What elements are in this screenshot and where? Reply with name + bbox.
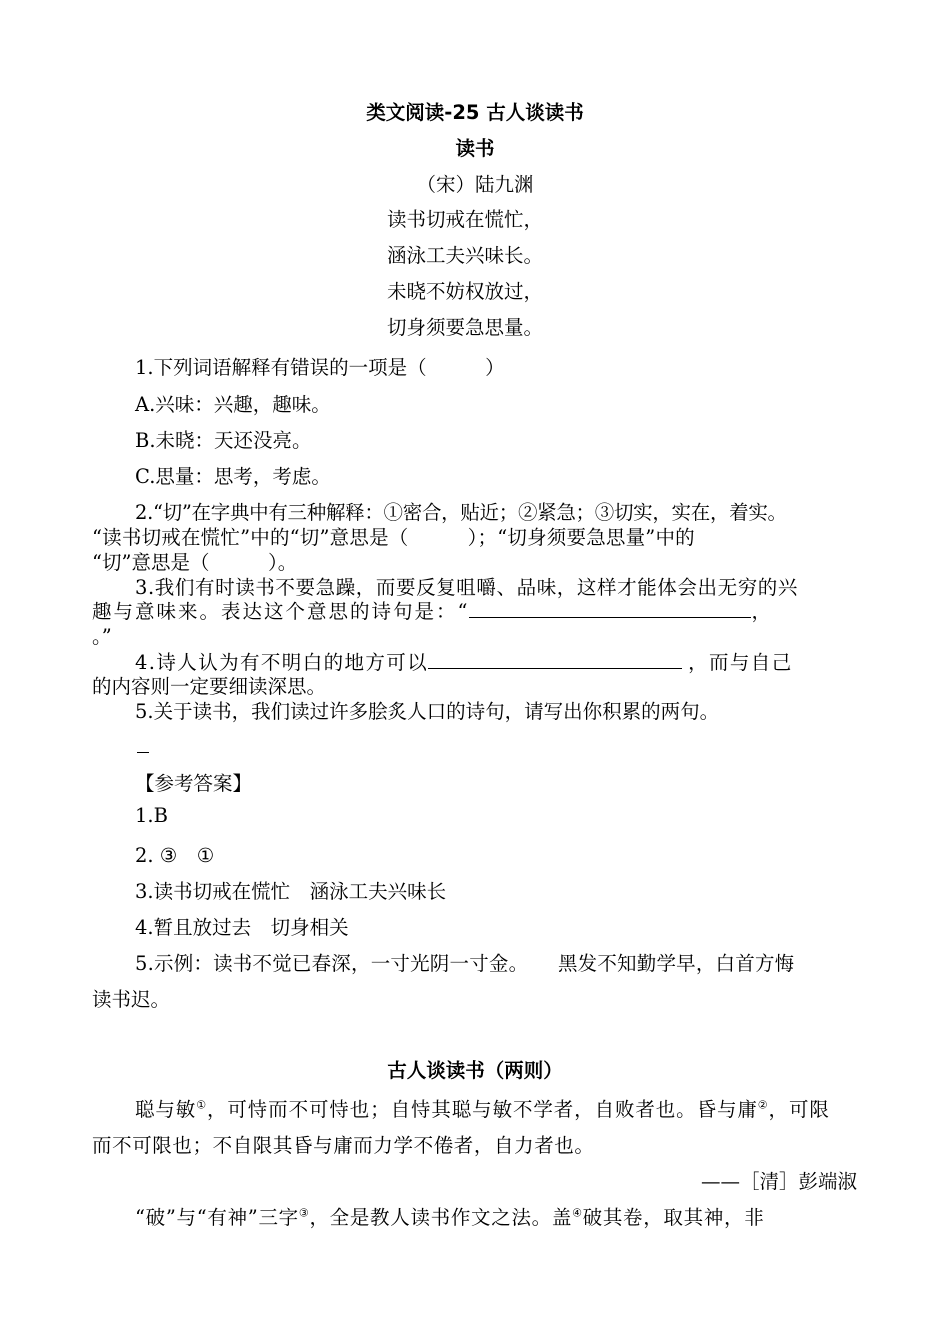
- question-1-option-b: B.未晓：天还没亮。: [135, 429, 312, 452]
- footnote-marker: ④: [572, 1206, 583, 1220]
- passage-line-3: [135, 1202, 764, 1230]
- passage-text: ，可恃而不可恃也；自恃其聪与敏不学者，自败者也。昏与庸: [206, 1098, 758, 1121]
- question-1: 1.下列词语解释有错误的一项是（ ）: [135, 356, 505, 379]
- question-1-option-a: A.兴味：兴趣，趣味。: [135, 393, 331, 416]
- poem-line: 涵泳工夫兴味长。: [387, 244, 544, 267]
- question-2-line: 2.“切”在字典中有三种解释：①密合，贴近；②紧急；③切实，实在，着实。: [135, 501, 787, 524]
- question-3-line: 3.我们有时读书不要急躁，而要反复咀嚼、品味，这样才能体会出无穷的兴: [135, 576, 799, 599]
- passage-title: 古人谈读书（两则）: [387, 1059, 563, 1082]
- question-2-line: “读书切戒在慌忙”中的“切”意思是（ ）；“切身须要急思量”中的: [92, 526, 695, 549]
- passage-source: ——［清］彭端淑: [701, 1170, 858, 1193]
- passage-line-2: 而不可限也；不自限其昏与庸而力学不倦者，自力者也。: [92, 1134, 595, 1157]
- poem-line: 切身须要急思量。: [387, 316, 544, 339]
- passage-text: ，可限: [768, 1098, 830, 1121]
- footnote-marker: ③: [298, 1206, 310, 1220]
- answer-line: [137, 752, 149, 753]
- answer-3: 3.读书切戒在慌忙 涵泳工夫兴味长: [135, 880, 447, 903]
- footnote-marker: ②: [757, 1098, 769, 1112]
- passage-line-1: [135, 1094, 830, 1122]
- passage-text: “破”与“有神”三字: [135, 1206, 299, 1229]
- poem-title: 读书: [455, 137, 495, 160]
- question-4-line: 的内容则一定要细读深思。: [92, 675, 327, 698]
- answers-heading: 【参考答案】: [135, 772, 253, 795]
- question-1-option-c: C.思量：思考，考虑。: [135, 465, 331, 488]
- question-4-text: 4.诗人认为有不明白的地方可以: [135, 651, 429, 674]
- question-3-line-2: [92, 596, 773, 624]
- question-3-text: 趣与意味来。表达这个意思的诗句是：“: [92, 600, 470, 623]
- question-3-line: 。”: [92, 625, 112, 648]
- passage-text: 聪与敏: [135, 1098, 197, 1121]
- answer-blank[interactable]: [428, 648, 682, 669]
- passage-text: 破其卷，取其神，非: [582, 1206, 765, 1229]
- question-2-line: “切”意思是（ ）。: [92, 551, 298, 574]
- poem-author: （宋）陆九渊: [416, 173, 534, 196]
- answer-2: 2. ③ ①: [135, 844, 215, 867]
- answer-blank[interactable]: [469, 597, 751, 618]
- poem-line: 读书切戒在慌忙，: [387, 208, 544, 231]
- footnote-marker: ①: [196, 1098, 207, 1112]
- poem-line: 未晓不妨权放过，: [387, 280, 544, 303]
- answer-4: 4.暂且放过去 切身相关: [135, 916, 349, 939]
- document-title: 类文阅读-25 古人谈读书: [366, 101, 584, 124]
- answer-1: 1.B: [135, 804, 168, 827]
- question-5: 5.关于读书，我们读过许多脍炙人口的诗句，请写出你积累的两句。: [135, 700, 720, 723]
- question-3-comma: ，: [751, 600, 773, 623]
- answer-5-line: 5.示例：读书不觉已春深，一寸光阴一寸金。 黑发不知勤学早，白首方悔: [135, 952, 795, 975]
- passage-text: ，全是教人读书作文之法。盖: [309, 1206, 573, 1229]
- question-4-text-after: ，而与自己: [688, 651, 793, 674]
- answer-5-line: 读书迟。: [92, 988, 171, 1011]
